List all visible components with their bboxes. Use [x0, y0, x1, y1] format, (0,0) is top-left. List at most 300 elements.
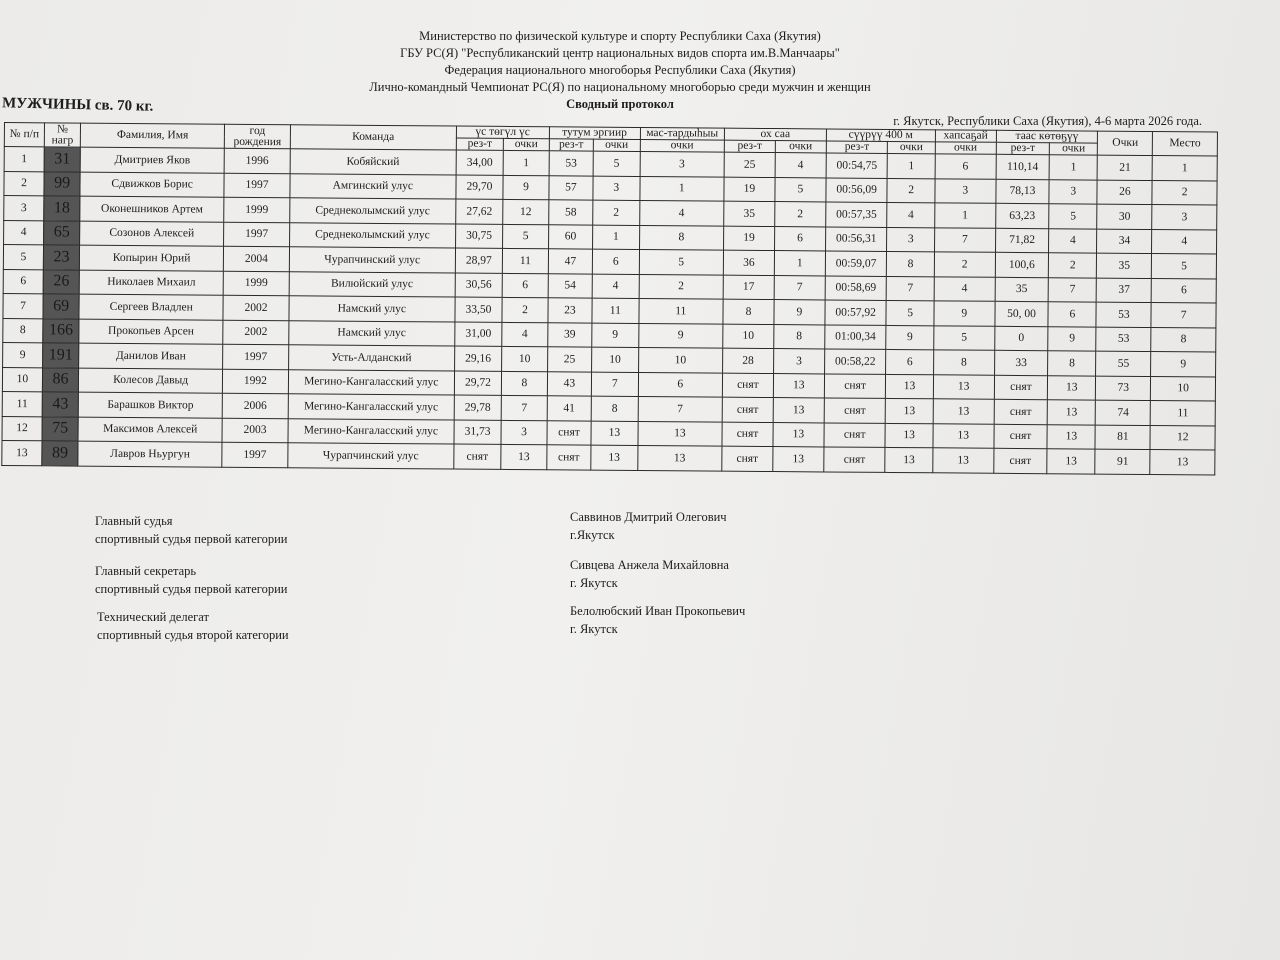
- col-team: Команда: [290, 125, 456, 150]
- sub-pts: очки: [1049, 143, 1097, 155]
- cell-ev3-pts: 13: [638, 421, 723, 446]
- cell-ev7-res: снят: [994, 399, 1048, 424]
- cell-total: 35: [1097, 253, 1152, 278]
- cell-team: Амгинский улус: [290, 173, 456, 199]
- cell-ev2-pts: 13: [591, 421, 638, 446]
- sub-res: рез-т: [456, 138, 504, 150]
- cell-year: 1992: [222, 369, 288, 394]
- cell-nagr: 75: [42, 416, 79, 441]
- cell-ev7-res: 110,14: [996, 154, 1050, 179]
- col-num: № п/п: [4, 123, 44, 147]
- cell-total: 21: [1098, 155, 1153, 180]
- cell-ev5-pts: 13: [886, 374, 934, 399]
- cell-team: Усть-Алданский: [288, 345, 454, 371]
- cell-ev2-pts: 1: [593, 225, 640, 250]
- cell-total: 30: [1097, 204, 1152, 229]
- cell-nagr: 86: [42, 367, 79, 392]
- sub-pts: очки: [504, 138, 550, 150]
- sub-res: рез-т: [724, 140, 775, 152]
- sub-pts: очки: [935, 142, 996, 154]
- cell-ev3-pts: 4: [639, 200, 724, 225]
- cell-ev4-res: 8: [723, 299, 774, 324]
- cell-ev7-pts: 1: [1049, 155, 1097, 180]
- cell-ev3-pts: 3: [640, 151, 725, 176]
- cell-num: 5: [3, 245, 43, 270]
- cell-nagr: 69: [43, 294, 80, 319]
- cell-year: 1999: [224, 197, 290, 222]
- cell-ev7-res: 78,13: [996, 179, 1050, 204]
- sub-res: рез-т: [826, 141, 888, 153]
- cell-ev5-res: 00:59,07: [825, 251, 887, 276]
- cell-nagr: 89: [42, 441, 79, 466]
- cell-ev7-pts: 4: [1049, 228, 1097, 253]
- cell-name: Оконешников Артем: [80, 196, 224, 222]
- cell-ev3-pts: 9: [638, 323, 723, 348]
- cell-ev6-pts: 13: [933, 448, 994, 473]
- cell-ev1-res: 29,70: [456, 175, 504, 200]
- cell-place: 3: [1152, 205, 1217, 230]
- results-table: [1, 122, 1218, 475]
- cell-place: 2: [1152, 180, 1217, 205]
- cell-ev5-pts: 13: [885, 423, 933, 448]
- cell-ev2-pts: 3: [593, 176, 640, 201]
- sub-res: рез-т: [549, 139, 594, 151]
- cell-ev4-pts: 5: [775, 177, 826, 202]
- cell-ev4-pts: 13: [773, 422, 824, 447]
- cell-ev1-pts: 9: [503, 175, 549, 200]
- cell-ev4-res: снят: [722, 397, 773, 422]
- sub-pts: очки: [640, 139, 725, 152]
- cell-ev6-pts: 1: [934, 203, 995, 228]
- cell-ev2-res: 47: [548, 249, 593, 274]
- cell-ev6-pts: 5: [934, 325, 995, 350]
- cell-ev7-pts: 3: [1049, 179, 1097, 204]
- cell-num: 9: [3, 342, 43, 367]
- col-event-7: таас көтөҕүү: [996, 130, 1098, 143]
- cell-ev7-res: 35: [995, 277, 1049, 302]
- cell-ev1-res: 29,16: [454, 346, 502, 371]
- cell-ev4-pts: 4: [775, 153, 826, 178]
- cell-ev2-pts: 2: [593, 200, 640, 225]
- cell-name: Данилов Иван: [79, 343, 223, 369]
- cell-num: 12: [2, 416, 42, 441]
- cell-ev3-pts: 10: [638, 347, 723, 372]
- signature-city: г. Якутск: [570, 622, 618, 636]
- cell-team: Мегино-Кангаласский улус: [288, 418, 454, 444]
- cell-ev1-pts: 1: [503, 150, 549, 175]
- cell-ev5-pts: 1: [888, 153, 936, 178]
- cell-ev1-res: 29,78: [454, 395, 502, 420]
- cell-ev5-pts: 13: [885, 447, 933, 472]
- cell-ev2-res: 23: [548, 298, 593, 323]
- center-line: ГБУ РС(Я) "Республиканский центр национальных видов спорта им.В.Манчаары": [400, 46, 840, 60]
- cell-ev5-pts: 6: [886, 349, 934, 374]
- cell-ev4-res: 36: [723, 250, 774, 275]
- cell-ev1-pts: 6: [502, 273, 548, 298]
- document-header: [0, 28, 1240, 113]
- cell-name: Николаев Михаил: [79, 270, 223, 296]
- cell-ev7-pts: 13: [1048, 375, 1096, 400]
- cell-ev4-pts: 8: [774, 324, 825, 349]
- cell-ev4-pts: 6: [774, 226, 825, 251]
- cell-ev4-res: снят: [722, 422, 773, 447]
- cell-team: Среднеколымский улус: [290, 198, 456, 224]
- cell-total: 26: [1097, 180, 1152, 205]
- cell-ev3-pts: 13: [637, 445, 722, 470]
- signature-city: г. Якутск: [570, 576, 618, 590]
- cell-year: 2003: [222, 418, 288, 443]
- cell-ev7-pts: 13: [1047, 424, 1095, 449]
- cell-total: 37: [1097, 278, 1152, 303]
- cell-ev1-pts: 2: [502, 297, 548, 322]
- cell-year: 2002: [223, 295, 289, 320]
- cell-team: Мегино-Кангаласский улус: [288, 369, 454, 395]
- cell-ev6-pts: 2: [934, 252, 995, 277]
- cell-name: Сергеев Владлен: [79, 294, 223, 320]
- cell-ev2-pts: 13: [591, 445, 638, 470]
- signature-name: Белолюбский Иван Прокопьевич: [570, 604, 746, 618]
- sub-pts: очки: [593, 139, 639, 151]
- cell-place: 10: [1151, 376, 1216, 401]
- cell-team: Намский улус: [289, 320, 455, 346]
- cell-num: 6: [3, 269, 43, 294]
- cell-ev4-pts: 9: [774, 300, 825, 325]
- cell-name: Созонов Алексей: [80, 221, 224, 247]
- cell-year: 1997: [223, 344, 289, 369]
- chief-judge-name: [570, 508, 727, 544]
- cell-nagr: 166: [43, 318, 80, 343]
- cell-ev2-pts: 5: [593, 151, 640, 176]
- cell-ev4-res: снят: [722, 373, 773, 398]
- cell-year: 2004: [223, 246, 289, 271]
- cell-year: 2002: [223, 320, 289, 345]
- cell-total: 34: [1097, 229, 1152, 254]
- cell-ev4-res: 17: [723, 275, 774, 300]
- signature-role: Главный судья: [95, 514, 173, 528]
- cell-ev2-pts: 9: [592, 323, 639, 348]
- cell-ev1-res: 33,50: [455, 297, 503, 322]
- chief-judge-role: [95, 512, 288, 548]
- cell-name: Максимов Алексей: [78, 417, 222, 443]
- cell-name: Прокопьев Арсен: [79, 319, 223, 345]
- cell-ev1-pts: 8: [502, 371, 548, 396]
- cell-ev1-res: 31,00: [454, 322, 502, 347]
- cell-team: Намский улус: [289, 296, 455, 322]
- cell-year: 1996: [224, 148, 290, 173]
- cell-ev7-res: 0: [994, 326, 1048, 351]
- cell-ev1-pts: 5: [503, 224, 549, 249]
- cell-ev4-pts: 1: [774, 251, 825, 276]
- cell-ev4-res: 25: [724, 152, 775, 177]
- cell-nagr: 26: [43, 269, 80, 294]
- col-event-3: мас-тардыһыы: [640, 127, 725, 140]
- cell-num: 4: [4, 220, 44, 245]
- cell-team: Кобяйский: [290, 149, 456, 175]
- cell-ev6-pts: 4: [934, 276, 995, 301]
- cell-ev4-res: снят: [722, 446, 773, 471]
- signature-role: Технический делегат: [97, 610, 209, 624]
- cell-ev5-res: 00:56,09: [826, 177, 888, 202]
- cell-ev6-pts: 8: [933, 350, 994, 375]
- cell-num: 11: [2, 391, 42, 416]
- cell-ev2-res: снят: [547, 420, 592, 445]
- cell-team: Вилюйский улус: [289, 271, 455, 297]
- cell-place: 4: [1152, 229, 1217, 254]
- cell-ev2-res: 25: [547, 347, 592, 372]
- cell-ev7-res: 50, 00: [995, 301, 1049, 326]
- cell-ev7-pts: 6: [1048, 302, 1096, 327]
- cell-ev4-res: 10: [723, 324, 774, 349]
- cell-ev7-res: снят: [994, 424, 1048, 449]
- cell-ev6-pts: 3: [935, 178, 996, 203]
- cell-ev5-res: снят: [824, 373, 886, 398]
- cell-ev7-pts: 5: [1049, 204, 1097, 229]
- cell-total: 53: [1096, 327, 1151, 352]
- col-year: год рождения: [224, 124, 290, 149]
- cell-ev4-res: 19: [724, 226, 775, 251]
- signature-role: Главный секретарь: [95, 564, 197, 578]
- cell-place: 1: [1152, 156, 1217, 181]
- cell-nagr: 23: [43, 245, 80, 270]
- cell-year: 2006: [222, 393, 288, 418]
- cell-total: 81: [1095, 425, 1150, 450]
- cell-place: 13: [1150, 450, 1215, 475]
- cell-ev5-res: 00:58,22: [824, 349, 886, 374]
- cell-ev4-res: 19: [724, 177, 775, 202]
- cell-ev2-res: 43: [547, 371, 592, 396]
- sub-res: рез-т: [996, 142, 1050, 154]
- cell-name: Лавров Ньургун: [78, 441, 222, 467]
- cell-nagr: 18: [44, 196, 81, 221]
- cell-ev5-res: 01:00,34: [825, 324, 887, 349]
- cell-place: 6: [1151, 278, 1216, 303]
- cell-place: 7: [1151, 303, 1216, 328]
- cell-ev7-pts: 7: [1048, 277, 1096, 302]
- cell-num: 8: [3, 318, 43, 343]
- cell-place: 9: [1151, 352, 1216, 377]
- cell-ev1-pts: 10: [502, 346, 548, 371]
- place-date: г. Якутск, Республики Саха (Якутия), 4-6 марта 2026 года.: [893, 114, 1202, 128]
- cell-ev3-pts: 11: [638, 298, 723, 323]
- cell-place: 11: [1150, 401, 1215, 426]
- col-event-4: ох саа: [724, 128, 826, 141]
- cell-ev5-pts: 2: [887, 178, 935, 203]
- signature-name: Саввинов Дмитрий Олегович: [570, 510, 727, 524]
- cell-ev1-pts: 13: [501, 444, 547, 469]
- cell-year: 1997: [224, 222, 290, 247]
- col-nagr: № нагр: [44, 123, 81, 147]
- cell-ev6-pts: 7: [934, 227, 995, 252]
- col-event-5: сүүрүү 400 м: [826, 129, 935, 142]
- cell-ev4-pts: 13: [773, 447, 824, 472]
- cell-team: Среднеколымский улус: [289, 222, 455, 248]
- cell-year: 1997: [222, 442, 288, 467]
- cell-ev2-pts: 7: [592, 372, 639, 397]
- cell-ev6-pts: 9: [934, 301, 995, 326]
- cell-nagr: 31: [44, 147, 81, 172]
- col-total: Очки: [1098, 131, 1153, 155]
- cell-total: 53: [1096, 302, 1151, 327]
- cell-ev6-pts: 13: [933, 423, 994, 448]
- cell-team: Чурапчинский улус: [289, 247, 455, 273]
- cell-total: 91: [1095, 449, 1150, 474]
- cell-ev2-res: 58: [548, 200, 593, 225]
- cell-ev7-res: снят: [994, 448, 1048, 473]
- cell-ev7-res: снят: [994, 375, 1048, 400]
- cell-ev7-res: 71,82: [995, 228, 1049, 253]
- cell-num: 2: [4, 171, 44, 196]
- cell-ev5-res: 00:57,92: [825, 300, 887, 325]
- cell-ev7-pts: 2: [1049, 253, 1097, 278]
- cell-ev5-pts: 5: [886, 300, 934, 325]
- signature-city: г.Якутск: [570, 528, 615, 542]
- signature-rank: спортивный судья первой категории: [95, 582, 288, 596]
- cell-ev2-res: 39: [547, 322, 592, 347]
- cell-ev3-pts: 2: [639, 274, 724, 299]
- cell-ev7-res: 63,23: [995, 203, 1049, 228]
- cell-ev2-pts: 8: [591, 396, 638, 421]
- cell-ev4-res: 28: [723, 348, 774, 373]
- cell-name: Барашков Виктор: [78, 392, 222, 418]
- cell-ev3-pts: 7: [638, 396, 723, 421]
- cell-ev5-res: 00:58,69: [825, 275, 887, 300]
- cell-ev7-pts: 13: [1047, 449, 1095, 474]
- cell-year: 1997: [224, 173, 290, 198]
- tech-delegate-name: [570, 602, 745, 638]
- cell-place: 5: [1152, 254, 1217, 279]
- cell-ev2-res: 60: [548, 224, 593, 249]
- cell-ev5-res: снят: [824, 447, 886, 472]
- cell-ev2-res: 57: [549, 175, 594, 200]
- sub-pts: очки: [775, 141, 826, 153]
- cell-team: Мегино-Кангаласский улус: [288, 394, 454, 420]
- cell-ev3-pts: 1: [639, 176, 724, 201]
- cell-total: 55: [1096, 351, 1151, 376]
- cell-ev3-pts: 6: [638, 372, 723, 397]
- cell-ev4-pts: 13: [773, 398, 824, 423]
- protocol-title: Сводный протокол: [566, 97, 674, 111]
- cell-ev1-pts: 11: [503, 248, 549, 273]
- cell-name: Копырин Юрий: [80, 245, 224, 271]
- cell-ev1-res: снят: [453, 444, 501, 469]
- cell-ev6-pts: 6: [935, 154, 996, 179]
- cell-ev5-pts: 4: [887, 202, 935, 227]
- cell-ev2-pts: 6: [592, 249, 639, 274]
- cell-ev4-pts: 7: [774, 275, 825, 300]
- cell-name: Дмитриев Яков: [80, 147, 224, 173]
- cell-ev2-res: снят: [546, 445, 591, 470]
- cell-num: 3: [4, 196, 44, 221]
- championship-line: Лично-командный Чемпионат РС(Я) по национальному многоборью среди мужчин и женщин: [369, 80, 871, 94]
- cell-ev5-pts: 13: [886, 398, 934, 423]
- signature-rank: спортивный судья второй категории: [97, 628, 289, 642]
- cell-ev7-res: 100,6: [995, 252, 1049, 277]
- cell-ev7-res: 33: [994, 350, 1048, 375]
- cell-ev2-pts: 10: [592, 347, 639, 372]
- cell-ev3-pts: 5: [639, 249, 724, 274]
- chief-secretary-name: [570, 556, 729, 592]
- federation-line: Федерация национального многоборья Республики Саха (Якутия): [444, 63, 796, 77]
- cell-ev5-pts: 8: [887, 251, 935, 276]
- cell-ev1-pts: 3: [501, 420, 547, 445]
- cell-name: Сдвижков Борис: [80, 172, 224, 198]
- cell-place: 8: [1151, 327, 1216, 352]
- cell-year: 1999: [223, 271, 289, 296]
- cell-ev6-pts: 13: [933, 399, 994, 424]
- cell-ev7-pts: 9: [1048, 326, 1096, 351]
- tech-delegate-role: [97, 608, 289, 644]
- cell-ev1-res: 30,56: [455, 273, 503, 298]
- chief-secretary-role: [95, 562, 288, 598]
- signature-rank: спортивный судья первой категории: [95, 532, 288, 546]
- sub-pts: очки: [888, 141, 935, 153]
- col-name: Фамилия, Имя: [81, 123, 225, 148]
- ministry-line: Министерство по физической культуре и спорту Республики Саха (Якутия): [419, 29, 821, 43]
- col-event-2: тутум эргиир: [549, 127, 640, 140]
- cell-ev5-pts: 9: [886, 325, 934, 350]
- cell-ev1-pts: 4: [502, 322, 548, 347]
- cell-num: 13: [2, 440, 42, 465]
- cell-place: 12: [1150, 425, 1215, 450]
- cell-ev3-pts: 8: [639, 225, 724, 250]
- cell-ev6-pts: 13: [933, 374, 994, 399]
- signature-name: Сивцева Анжела Михайловна: [570, 558, 729, 572]
- cell-ev5-res: снят: [824, 398, 886, 423]
- cell-nagr: 65: [43, 220, 80, 245]
- cell-ev2-pts: 4: [592, 274, 639, 299]
- cell-ev1-res: 34,00: [456, 150, 504, 175]
- cell-nagr: 43: [42, 392, 79, 417]
- cell-total: 73: [1096, 376, 1151, 401]
- cell-ev5-pts: 7: [887, 276, 935, 301]
- cell-total: 74: [1096, 400, 1151, 425]
- cell-ev5-res: снят: [824, 422, 886, 447]
- cell-ev5-res: 00:56,31: [825, 226, 887, 251]
- cell-ev2-res: 41: [547, 396, 592, 421]
- cell-ev1-res: 28,97: [455, 248, 503, 273]
- cell-ev1-res: 27,62: [455, 199, 503, 224]
- cell-ev1-pts: 12: [503, 199, 549, 224]
- cell-ev5-pts: 3: [887, 227, 935, 252]
- cell-ev7-pts: 8: [1048, 351, 1096, 376]
- cell-ev2-pts: 11: [592, 298, 639, 323]
- cell-ev4-pts: 13: [773, 373, 824, 398]
- cell-num: 1: [4, 147, 44, 172]
- cell-nagr: 191: [43, 343, 80, 368]
- cell-ev4-pts: 3: [773, 349, 824, 374]
- cell-nagr: 99: [44, 171, 81, 196]
- cell-ev1-res: 29,72: [454, 371, 502, 396]
- cell-ev4-res: 35: [724, 201, 775, 226]
- col-event-6: хапсаҕай: [935, 130, 996, 142]
- cell-ev2-res: 53: [549, 151, 594, 176]
- cell-ev7-pts: 13: [1047, 400, 1095, 425]
- cell-name: Колесов Давыд: [79, 368, 223, 394]
- col-event-1: үс төгүл үс: [456, 126, 549, 139]
- cell-ev5-res: 00:54,75: [826, 153, 888, 178]
- cell-team: Чурапчинский улус: [288, 443, 454, 469]
- weight-category: МУЖЧИНЫ св. 70 кг.: [1, 95, 154, 115]
- cell-ev4-pts: 2: [775, 202, 826, 227]
- cell-num: 10: [2, 367, 42, 392]
- cell-ev1-pts: 7: [501, 395, 547, 420]
- cell-num: 7: [3, 293, 43, 318]
- cell-ev1-res: 31,73: [454, 420, 502, 445]
- cell-ev5-res: 00:57,35: [826, 202, 888, 227]
- cell-ev1-res: 30,75: [455, 224, 503, 249]
- cell-ev2-res: 54: [548, 273, 593, 298]
- col-place: Место: [1153, 132, 1218, 157]
